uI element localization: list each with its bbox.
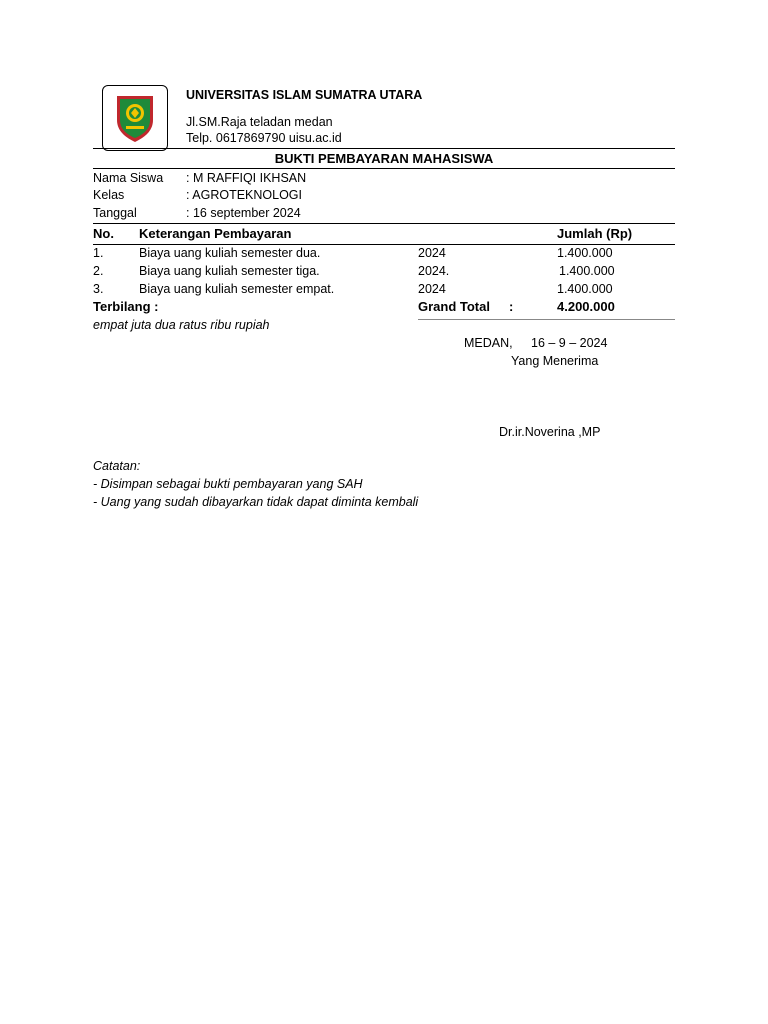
signature-name: Dr.ir.Noverina ,MP <box>499 425 601 439</box>
grand-total-label: Grand Total <box>418 299 490 314</box>
row-3-no: 3. <box>93 282 104 296</box>
terbilang-label: Terbilang : <box>93 299 159 314</box>
note-line-2: - Uang yang sudah dibayarkan tidak dapat diminta kembali <box>93 495 419 509</box>
university-name: UNIVERSITAS ISLAM SUMATRA UTARA <box>186 88 423 102</box>
student-class-label: Kelas <box>93 188 125 202</box>
date-label: Tanggal <box>93 206 137 220</box>
student-name-label: Nama Siswa <box>93 171 164 185</box>
university-shield-emblem-icon <box>103 86 167 150</box>
row-1-year: 2024 <box>418 246 446 260</box>
grand-total-value: 4.200.000 <box>557 299 615 314</box>
row-3-year: 2024 <box>418 282 446 296</box>
university-address: Jl.SM.Raja teladan medan <box>186 115 333 129</box>
date-value: : 16 september 2024 <box>186 206 301 220</box>
student-class-value: : AGROTEKNOLOGI <box>186 188 302 202</box>
row-2-year: 2024. <box>418 264 450 278</box>
row-1-description: Biaya uang kuliah semester dua. <box>139 246 321 260</box>
table-header-description: Keterangan Pembayaran <box>139 226 292 241</box>
table-header-amount: Jumlah (Rp) <box>557 226 633 241</box>
signature-place: MEDAN, <box>464 336 513 350</box>
document-title: BUKTI PEMBAYARAN MAHASISWA <box>274 151 494 166</box>
table-top-rule <box>93 223 675 224</box>
row-1-no: 1. <box>93 246 104 260</box>
notes-title: Catatan: <box>93 459 141 473</box>
row-3-description: Biaya uang kuliah semester empat. <box>139 282 335 296</box>
student-name-value: : M RAFFIQI IKHSAN <box>186 171 307 185</box>
amount-in-words: empat juta dua ratus ribu rupiah <box>93 318 270 332</box>
row-2-amount: 1.400.000 <box>559 264 615 278</box>
grand-total-colon: : <box>509 299 514 314</box>
row-3-amount: 1.400.000 <box>557 282 613 296</box>
logo-frame <box>102 85 168 151</box>
table-header-no: No. <box>93 226 114 241</box>
signature-date: 16 – 9 – 2024 <box>531 336 608 350</box>
note-line-1: - Disimpan sebagai bukti pembayaran yang SAH <box>93 477 363 491</box>
grand-total-rule <box>418 319 675 320</box>
university-phone: Telp. 0617869790 uisu.ac.id <box>186 131 342 145</box>
row-2-no: 2. <box>93 264 104 278</box>
table-header-rule <box>93 244 675 245</box>
row-1-amount: 1.400.000 <box>557 246 613 260</box>
row-2-description: Biaya uang kuliah semester tiga. <box>139 264 320 278</box>
title-bottom-rule <box>93 168 675 169</box>
signature-receiver-label: Yang Menerima <box>511 354 599 368</box>
title-top-rule <box>93 148 675 149</box>
